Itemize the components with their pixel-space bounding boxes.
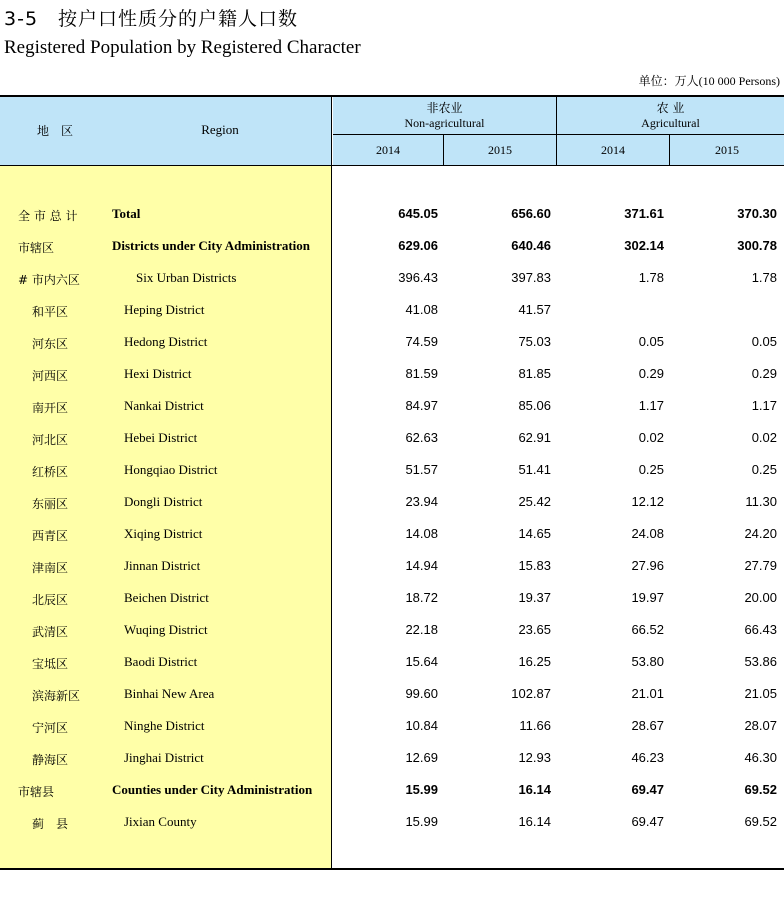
value-nonag-2014: 15.99 xyxy=(405,782,438,797)
region-name-english: Jinghai District xyxy=(124,750,204,765)
value-nonag-2015: 41.57 xyxy=(518,302,551,317)
region-name-english: Ninghe District xyxy=(124,718,205,733)
region-name-english: Jixian County xyxy=(124,814,197,829)
region-name-chinese: 西青区 xyxy=(32,529,69,543)
region-name-chinese: 武清区 xyxy=(32,625,69,639)
region-name-chinese: 东丽区 xyxy=(32,497,69,511)
value-ag-2015: 1.17 xyxy=(751,398,777,413)
region-name-english: Binhai New Area xyxy=(124,686,215,701)
value-ag-2015: 21.05 xyxy=(744,686,777,701)
value-nonag-2015: 656.60 xyxy=(511,206,551,221)
region-name-chinese: 红桥区 xyxy=(32,465,69,479)
table-row xyxy=(0,521,784,553)
value-ag-2014: 24.08 xyxy=(631,526,664,541)
value-ag-2014: 371.61 xyxy=(624,206,664,221)
header-year-nonag-2015: 2015 xyxy=(488,143,512,157)
value-ag-2015: 20.00 xyxy=(744,590,777,605)
region-name-english: Baodi District xyxy=(124,654,198,669)
region-name-english: Six Urban Districts xyxy=(136,270,237,285)
value-ag-2015: 0.05 xyxy=(751,334,777,349)
table-row xyxy=(0,457,784,489)
value-ag-2014: 69.47 xyxy=(631,782,664,797)
table-row xyxy=(0,553,784,585)
bottom-rule xyxy=(0,868,784,870)
table-row xyxy=(0,681,784,713)
unit-label-chinese: 单位：万人 xyxy=(638,74,699,88)
value-ag-2015: 27.79 xyxy=(744,558,777,573)
value-ag-2014: 0.29 xyxy=(638,366,664,381)
region-name-english: Counties under City Administration xyxy=(112,782,313,797)
table-row xyxy=(0,265,784,297)
table-row xyxy=(0,361,784,393)
value-ag-2014: 302.14 xyxy=(624,238,664,253)
top-rule xyxy=(0,95,784,97)
region-name-chinese: 津南区 xyxy=(32,561,69,575)
value-nonag-2014: 84.97 xyxy=(405,398,438,413)
value-nonag-2014: 22.18 xyxy=(405,622,438,637)
table-row xyxy=(0,297,784,329)
value-nonag-2014: 41.08 xyxy=(405,302,438,317)
value-nonag-2015: 640.46 xyxy=(511,238,551,253)
region-name-chinese: 南开区 xyxy=(32,401,69,415)
value-nonag-2015: 62.91 xyxy=(518,430,551,445)
value-nonag-2015: 11.66 xyxy=(519,718,551,733)
header-region-english: Region xyxy=(201,122,239,137)
region-name-english: Beichen District xyxy=(124,590,209,605)
header-region-chinese: 地 区 xyxy=(36,124,73,138)
value-nonag-2014: 10.84 xyxy=(405,718,438,733)
value-ag-2014: 66.52 xyxy=(631,622,664,637)
value-nonag-2015: 397.83 xyxy=(511,270,551,285)
value-ag-2014: 0.05 xyxy=(638,334,664,349)
value-ag-2015: 0.02 xyxy=(751,430,777,445)
value-ag-2014: 46.23 xyxy=(631,750,664,765)
header-agricultural-english: Agricultural xyxy=(641,116,700,130)
header-year-ag-2015: 2015 xyxy=(715,143,739,157)
value-nonag-2014: 14.08 xyxy=(405,526,438,541)
value-ag-2014: 0.25 xyxy=(638,462,664,477)
value-ag-2015: 66.43 xyxy=(744,622,777,637)
value-nonag-2014: 18.72 xyxy=(405,590,438,605)
table-row xyxy=(0,777,784,809)
table-row xyxy=(0,649,784,681)
unit-label xyxy=(639,72,780,89)
table-row xyxy=(0,617,784,649)
value-ag-2014: 19.97 xyxy=(631,590,664,605)
value-nonag-2015: 23.65 xyxy=(518,622,551,637)
value-ag-2014: 1.78 xyxy=(638,270,664,285)
region-name-english: Wuqing District xyxy=(124,622,208,637)
region-name-english: Nankai District xyxy=(124,398,204,413)
value-ag-2015: 46.30 xyxy=(744,750,777,765)
header-mid-rule xyxy=(333,134,784,135)
region-name-english: Dongli District xyxy=(124,494,203,509)
region-name-english: Districts under City Administration xyxy=(112,238,311,253)
value-nonag-2015: 16.14 xyxy=(518,782,551,797)
table-title-english: Registered Population by Registered Character xyxy=(4,37,361,58)
region-name-english: Heping District xyxy=(124,302,205,317)
header-nonagricultural-english: Non-agricultural xyxy=(404,116,485,130)
value-nonag-2014: 14.94 xyxy=(405,558,438,573)
region-name-chinese: 宁河区 xyxy=(32,721,69,735)
value-nonag-2015: 25.42 xyxy=(518,494,551,509)
value-ag-2014: 27.96 xyxy=(631,558,664,573)
table-row xyxy=(0,329,784,361)
table-row xyxy=(0,393,784,425)
region-name-chinese: 静海区 xyxy=(32,753,69,767)
region-name-chinese: 河北区 xyxy=(32,433,69,447)
region-name-english: Jinnan District xyxy=(124,558,201,573)
value-nonag-2014: 51.57 xyxy=(405,462,438,477)
table-row xyxy=(0,201,784,233)
region-name-chinese: 滨海新区 xyxy=(32,689,81,703)
header-agricultural-chinese: 农 业 xyxy=(656,101,685,115)
value-nonag-2015: 16.14 xyxy=(518,814,551,829)
region-name-chinese: 河西区 xyxy=(32,369,69,383)
value-nonag-2014: 23.94 xyxy=(405,494,438,509)
value-nonag-2015: 75.03 xyxy=(518,334,551,349)
value-nonag-2014: 74.59 xyxy=(405,334,438,349)
value-nonag-2015: 12.93 xyxy=(518,750,551,765)
value-ag-2015: 11.30 xyxy=(745,494,777,509)
value-ag-2015: 28.07 xyxy=(744,718,777,733)
table-title-chinese: 3-5 按户口性质分的户籍人口数 xyxy=(4,8,299,30)
region-name-chinese: 市辖县 xyxy=(18,785,55,799)
region-name-english: Total xyxy=(112,206,141,221)
value-nonag-2015: 15.83 xyxy=(518,558,551,573)
region-name-chinese: 河东区 xyxy=(32,337,69,351)
value-ag-2015: 0.25 xyxy=(751,462,777,477)
value-nonag-2015: 85.06 xyxy=(518,398,551,413)
value-ag-2014: 1.17 xyxy=(638,398,664,413)
value-nonag-2015: 81.85 xyxy=(518,366,551,381)
header-year-ag-2014: 2014 xyxy=(601,143,625,157)
table-row xyxy=(0,425,784,457)
value-nonag-2014: 62.63 xyxy=(405,430,438,445)
value-ag-2014: 69.47 xyxy=(631,814,664,829)
value-ag-2015: 53.86 xyxy=(744,654,777,669)
region-name-chinese: 蓟 县 xyxy=(32,817,69,831)
region-name-english: Hebei District xyxy=(124,430,198,445)
table-row xyxy=(0,585,784,617)
region-name-chinese: 北辰区 xyxy=(32,593,69,607)
value-nonag-2014: 396.43 xyxy=(398,270,438,285)
region-name-chinese: 全 市 总 计 xyxy=(18,209,78,223)
region-name-chinese: 市辖区 xyxy=(18,241,55,255)
table-row xyxy=(0,233,784,265)
value-nonag-2015: 51.41 xyxy=(518,462,551,477)
value-ag-2015: 300.78 xyxy=(737,238,777,253)
value-ag-2015: 24.20 xyxy=(744,526,777,541)
value-ag-2015: 69.52 xyxy=(744,814,777,829)
value-nonag-2014: 645.05 xyxy=(398,206,438,221)
value-ag-2014: 0.02 xyxy=(638,430,664,445)
table-row xyxy=(0,489,784,521)
table-row xyxy=(0,745,784,777)
value-ag-2014: 21.01 xyxy=(631,686,664,701)
table-row xyxy=(0,809,784,841)
region-name-english: Xiqing District xyxy=(124,526,203,541)
value-ag-2014: 53.80 xyxy=(631,654,664,669)
value-nonag-2015: 19.37 xyxy=(518,590,551,605)
value-ag-2015: 0.29 xyxy=(751,366,777,381)
region-name-chinese: 和平区 xyxy=(32,305,69,319)
value-nonag-2014: 15.64 xyxy=(405,654,438,669)
value-ag-2014: 28.67 xyxy=(631,718,664,733)
value-ag-2014: 12.12 xyxy=(631,494,664,509)
header-nonagricultural-chinese: 非农业 xyxy=(426,101,463,115)
value-nonag-2014: 15.99 xyxy=(405,814,438,829)
value-nonag-2014: 99.60 xyxy=(405,686,438,701)
region-name-english: Hexi District xyxy=(124,366,192,381)
region-name-chinese: 宝坻区 xyxy=(32,657,69,671)
value-ag-2015: 370.30 xyxy=(737,206,777,221)
region-name-english: Hedong District xyxy=(124,334,208,349)
region-name-chinese: # 市内六区 xyxy=(18,273,80,287)
value-nonag-2014: 81.59 xyxy=(405,366,438,381)
value-nonag-2014: 629.06 xyxy=(398,238,438,253)
value-ag-2015: 69.52 xyxy=(744,782,777,797)
table-row xyxy=(0,713,784,745)
header-year-nonag-2014: 2014 xyxy=(376,143,400,157)
region-name-english: Hongqiao District xyxy=(124,462,218,477)
value-nonag-2015: 16.25 xyxy=(518,654,551,669)
value-nonag-2015: 102.87 xyxy=(511,686,551,701)
value-nonag-2015: 14.65 xyxy=(518,526,551,541)
unit-label-english: (10 000 Persons) xyxy=(698,74,780,88)
value-ag-2015: 1.78 xyxy=(751,270,777,285)
value-nonag-2014: 12.69 xyxy=(405,750,438,765)
